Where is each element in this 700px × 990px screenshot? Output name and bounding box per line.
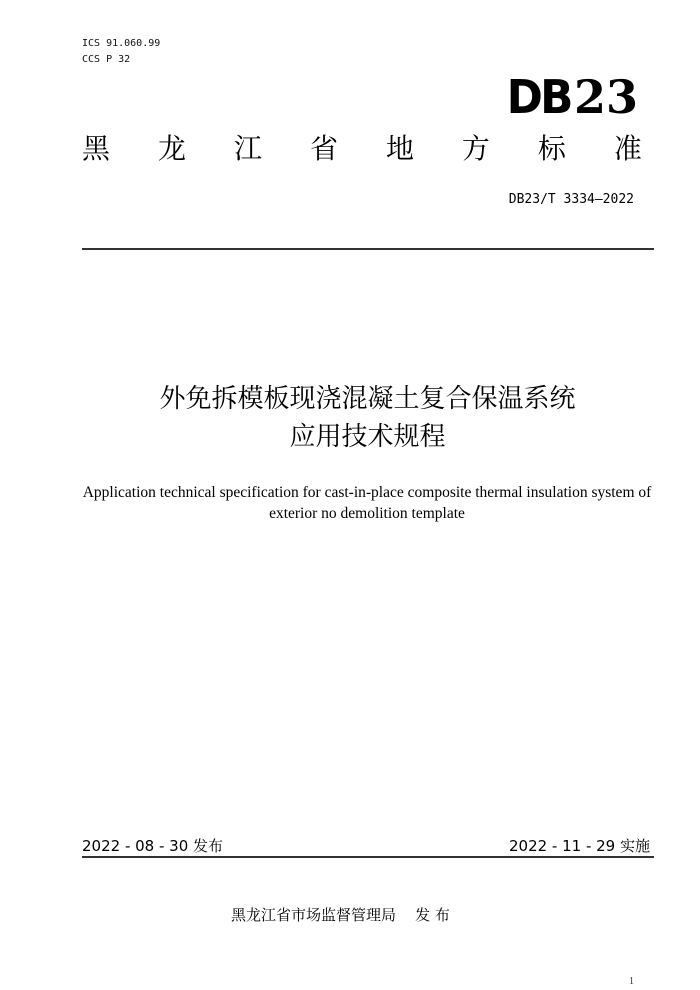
title-cn-line2: 应用技术规程 xyxy=(289,422,446,452)
logo-number: 23 xyxy=(573,70,638,124)
ccs-code: CCS P 32 xyxy=(82,54,131,65)
standard-type-char: 方 xyxy=(461,132,490,165)
top-divider xyxy=(82,248,654,250)
issuing-authority: 黑龙江省市场监督管理局 发 布 xyxy=(231,906,450,924)
standard-type-char: 省 xyxy=(309,132,338,165)
effective-date: 2022 - 11 - 29 实施 xyxy=(508,837,650,855)
standard-type-char: 地 xyxy=(385,132,414,165)
classification-codes xyxy=(82,36,160,68)
standard-number: DB23/T 3334—2022 xyxy=(508,192,634,207)
document-title-en: Application technical specification for cast-in-place composite thermal insulation system of exterior no demolition template xyxy=(82,484,652,522)
standard-type-char: 龙 xyxy=(157,132,186,165)
db23-logo xyxy=(505,70,638,124)
ics-code: ICS 91.060.99 xyxy=(82,38,161,49)
issue-date: 2022 - 08 - 30 发布 xyxy=(82,837,224,855)
standard-type-title xyxy=(82,132,642,166)
title-cn-line1: 外免拆模板现浇混凝土复合保温系统 xyxy=(159,384,576,414)
document-title-cn xyxy=(0,380,700,456)
bottom-divider xyxy=(82,856,654,858)
standard-type-char: 准 xyxy=(613,132,642,165)
standard-type-char: 黑 xyxy=(82,132,111,165)
standard-type-char: 标 xyxy=(537,132,566,165)
page-number: 1 xyxy=(629,976,634,987)
standard-type-char: 江 xyxy=(233,132,262,165)
logo-prefix: DB xyxy=(506,70,571,124)
